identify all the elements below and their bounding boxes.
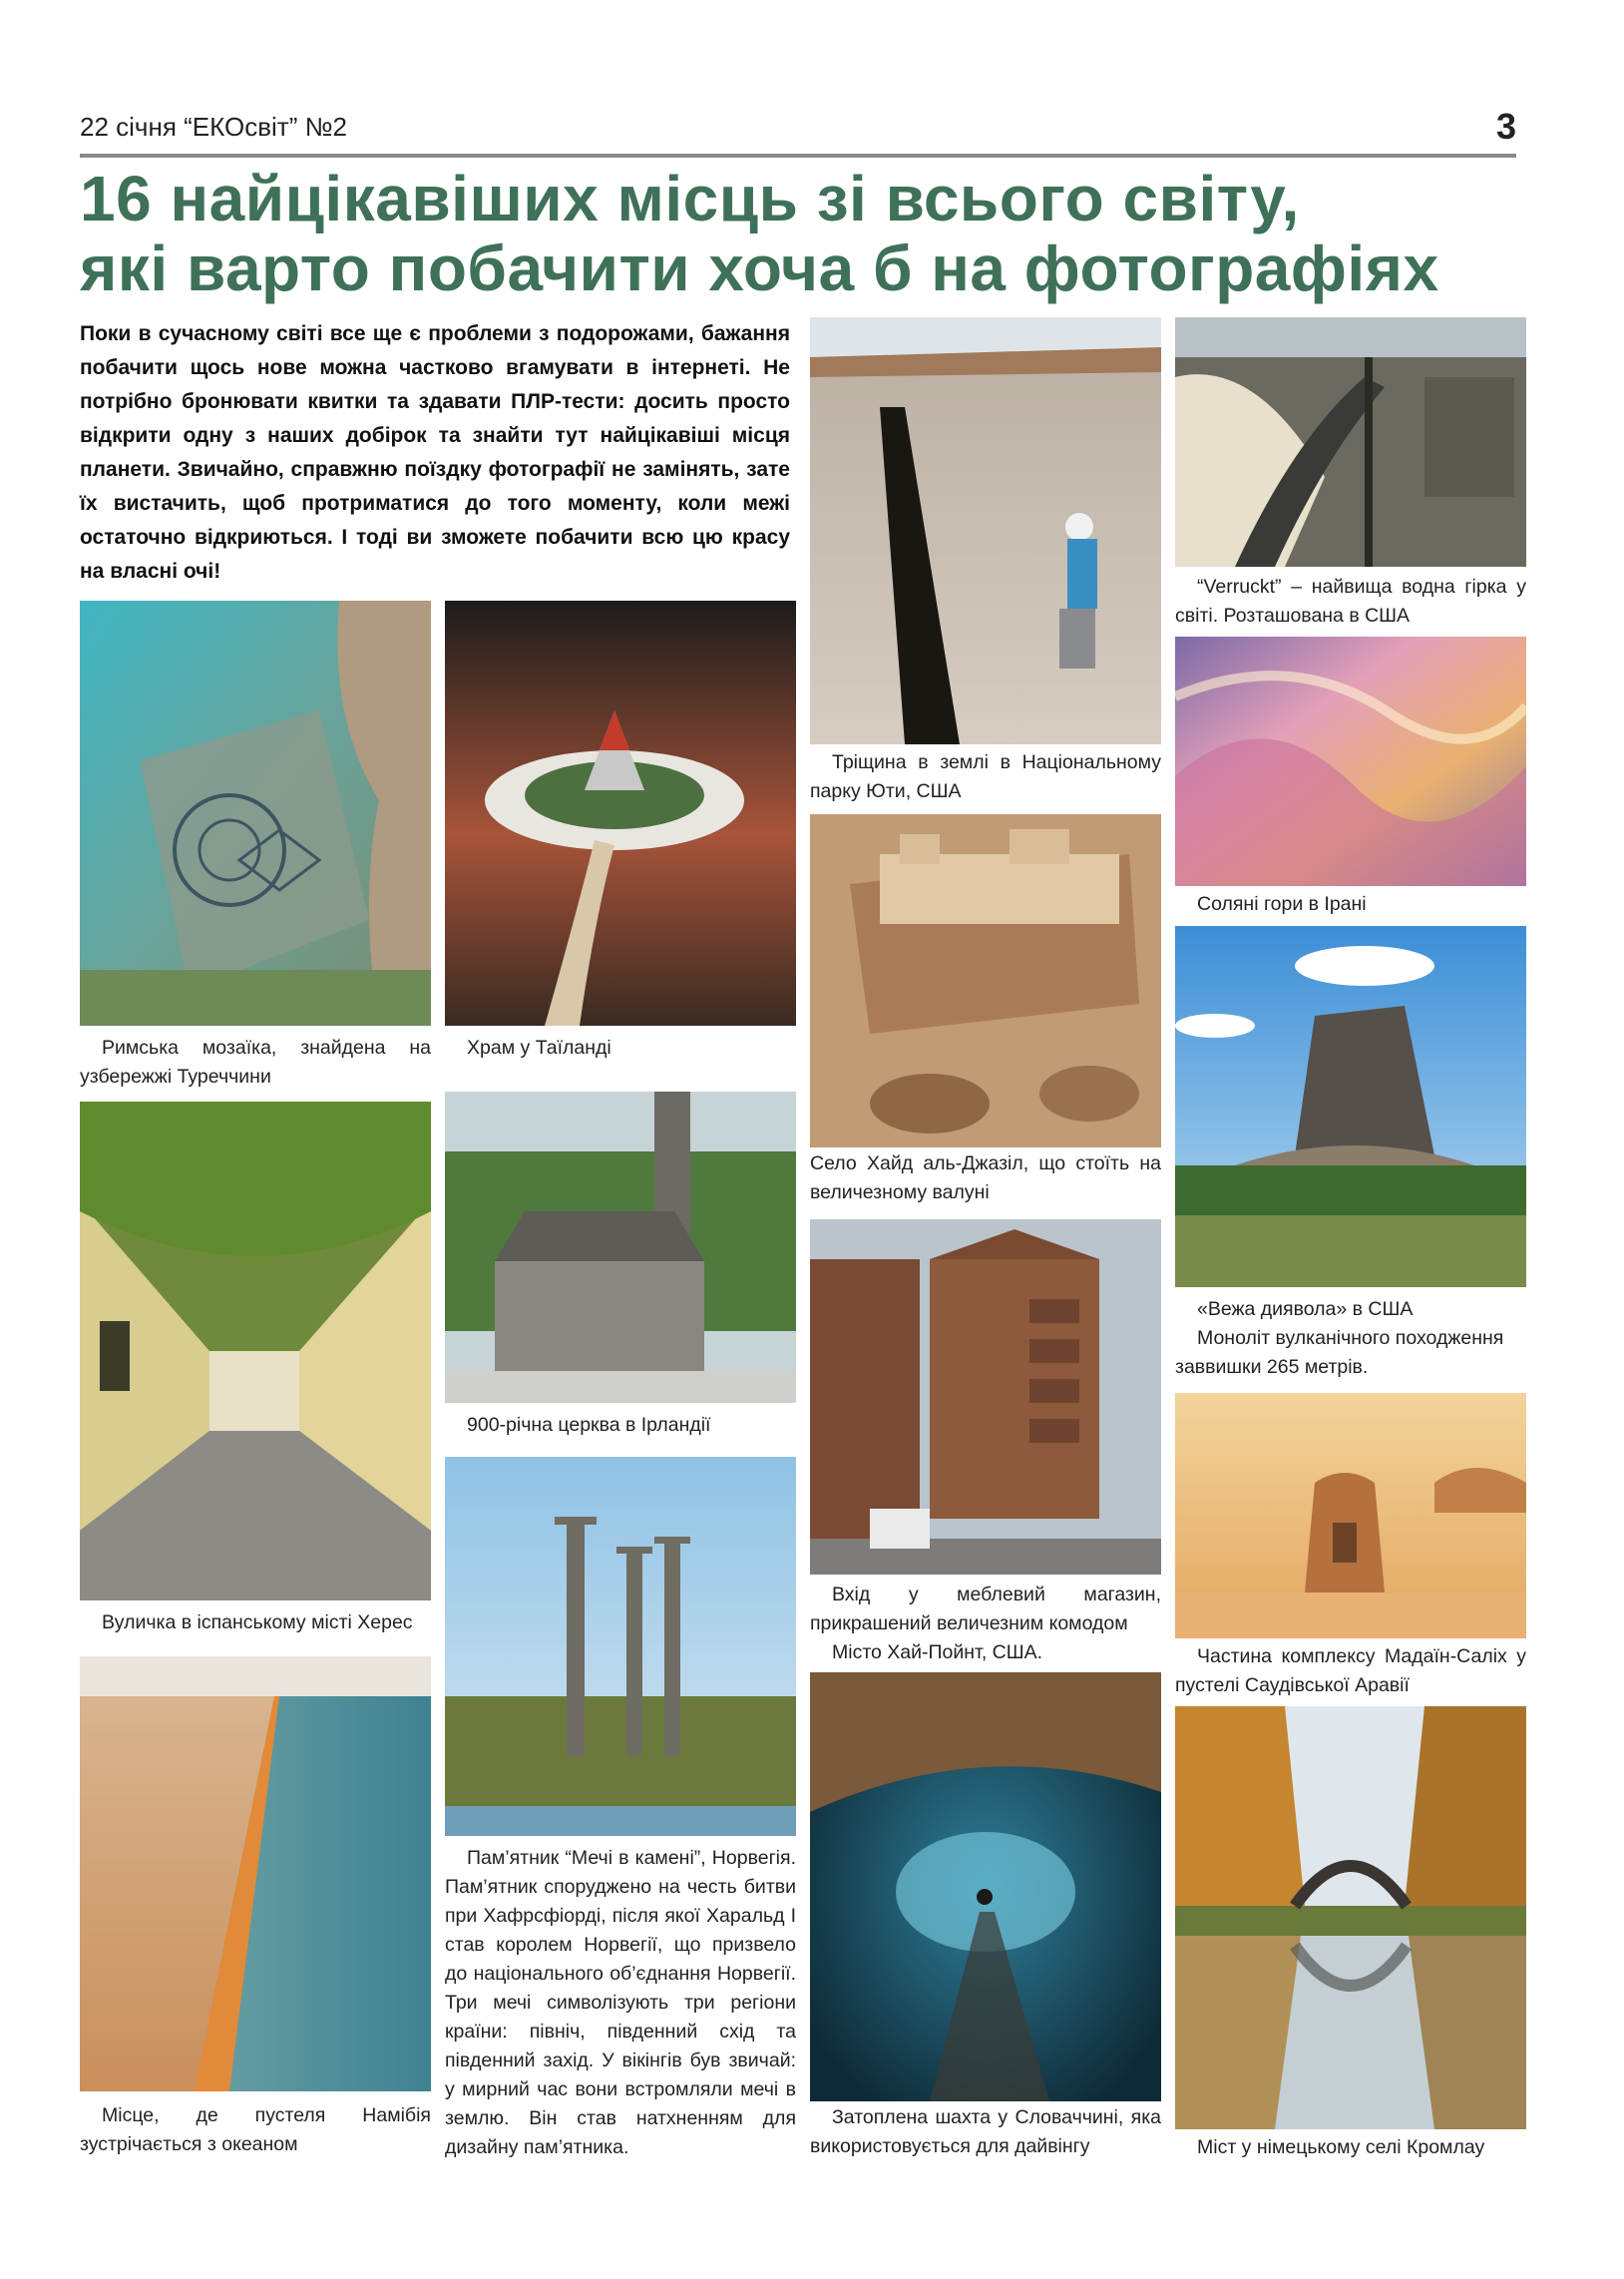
caption-jerez-street: Вуличка в іспанському місті Херес — [102, 1611, 413, 1633]
caption-verruckt-slide: “Verruckt” – найвища водна гірка у світі. Розташована в США — [1175, 576, 1526, 627]
photo-irish-church — [445, 1092, 796, 1403]
caption-furniture-store — [810, 1581, 1161, 1667]
photo-kromlau-bridge — [1175, 1706, 1526, 2129]
photo-roman-mosaic — [80, 601, 431, 1026]
photo-furniture-store — [810, 1219, 1161, 1575]
caption-tower-line-1: «Вежа диявола» в США — [1197, 1298, 1414, 1320]
caption-devils-tower — [1175, 1295, 1526, 1382]
caption-salt-mountains: Соляні гори в Ірані — [1197, 893, 1367, 915]
photo-madain-salih — [1175, 1393, 1526, 1638]
issue-info: 22 січня “ЕКОсвіт” №2 — [80, 112, 347, 142]
caption-utah-crack: Тріщина в землі в Національному парку Юти, США — [810, 751, 1161, 802]
photo-devils-tower — [1175, 926, 1526, 1287]
caption-kromlau-bridge: Міст у німецькому селі Кромлау — [1197, 2136, 1485, 2158]
photo-flooded-mine — [810, 1672, 1161, 2101]
photo-thai-temple — [445, 601, 796, 1026]
caption-roman-mosaic: Римська мозаїка, знайдена на узбережжі Туреччини — [80, 1037, 431, 1088]
headline-line-2: які варто побачити хоча б на фотографіях — [80, 232, 1439, 304]
photo-haid-al-jazil — [810, 814, 1161, 1147]
photo-namib-ocean — [80, 1656, 431, 2091]
headline-line-1: 16 найцікавіших місць зі всього світу, — [80, 163, 1300, 234]
caption-store-line-1: Вхід у меблевий магазин, прикрашений величезним комодом — [810, 1584, 1161, 1634]
page-header — [80, 106, 1516, 148]
caption-flooded-mine: Затоплена шахта у Словаччині, яка використовується для дайвінгу — [810, 2106, 1161, 2157]
caption-swords-in-rock: Пам’ятник “Мечі в камені”, Норвегія. Пам’ятник споруджено на честь битви при Хафрсфіорді, після якої Харальд І став королем Норвегії, що призвело до національного об’єднання Норвегії. Три мечі символізують три регіони країни: північ, південний схід та південний захід. У вікінгів був звичай: у мирний час вони встромляли мечі в землю. Він став натхненням для дизайну пам’ятника. — [445, 1847, 796, 2158]
caption-store-line-2: Місто Хай-Пойнт, США. — [832, 1641, 1043, 1663]
photo-swords-in-rock — [445, 1457, 796, 1836]
photo-utah-crack — [810, 317, 1161, 744]
article-headline — [80, 164, 1536, 303]
header-rule — [80, 154, 1516, 158]
caption-madain-salih: Частина комплексу Мадаїн-Саліх у пустелі Саудівської Аравії — [1175, 1645, 1526, 1696]
lead-paragraph: Поки в сучасному світі все ще є проблеми з подорожами, бажання побачити щось нове можна частково вгамувати в інтернеті. Не потрібно бронювати квитки та здавати ПЛР-тести: досить просто відкрити одну з наших добірок та знайти тут найцікавіші місця планети. Звичайно, справжню поїздку фотографії не замінять, зате їх вистачить, щоб протриматися до того моменту, коли межі остаточно відкриються. І тоді ви зможете побачити всю цю красу на власні очі! — [80, 322, 790, 583]
photo-verruckt-slide — [1175, 317, 1526, 567]
caption-irish-church: 900-річна церква в Ірландії — [467, 1414, 711, 1436]
caption-tower-line-2: Моноліт вулканічного походження заввишки 265 метрів. — [1175, 1327, 1504, 1378]
page-number: 3 — [1495, 106, 1516, 147]
caption-thai-temple: Храм у Таїланді — [467, 1037, 611, 1059]
caption-namib-ocean: Місце, де пустеля Намібія зустрічається з океаном — [80, 2104, 431, 2155]
photo-salt-mountains — [1175, 637, 1526, 886]
caption-haid-al-jazil: Село Хайд аль-Джазіл, що стоїть на величезному валуні — [810, 1152, 1161, 1203]
photo-jerez-street — [80, 1102, 431, 1600]
